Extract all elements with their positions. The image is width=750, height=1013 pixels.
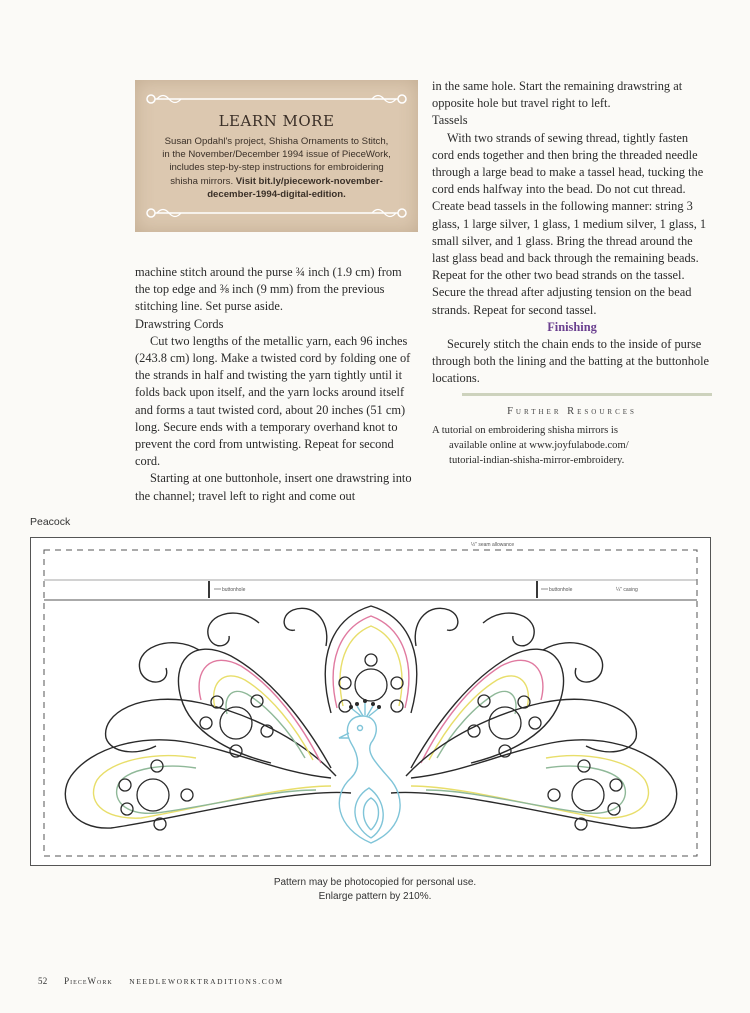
casing-label: ¼" casing — [616, 587, 638, 593]
magazine-name: PieceWork — [64, 976, 113, 986]
ornament-divider-top — [143, 92, 410, 106]
page-number: 52 — [38, 976, 48, 986]
further-resources-text: A tutorial on embroidering shisha mirrors is available online at www.joyfulabode.com/ tutorial-indian-shisha-mirror-embroidery. — [432, 423, 712, 468]
paragraph: Starting at one buttonhole, insert one drawstring into the channel; travel left to right and come out — [135, 471, 412, 503]
learn-more-card — [135, 80, 418, 232]
finishing-heading: Finishing — [547, 319, 597, 334]
peacock-pattern-drawing — [31, 538, 710, 865]
learn-more-body: Susan Opdahl's project, Shisha Ornaments to Stitch, in the November/December 1994 issue of PieceWork, includes step-by-step instructions for embroidering shisha mirrors. Visit bit.ly/piecework-november- december-1994-digital-edition. — [162, 136, 391, 200]
pattern-label: Peacock — [30, 516, 71, 528]
shisha-mirror-group — [119, 654, 622, 830]
learn-more-link-cont[interactable]: december-1994-digital-edition. — [207, 188, 346, 200]
ornament-divider-bottom — [143, 206, 410, 220]
subheading-drawstring-cords: Drawstring Cords — [135, 316, 224, 331]
resource-link[interactable]: available online at www.joyfulabode.com/ — [449, 440, 629, 451]
learn-more-link[interactable]: Visit bit.ly/piecework-november- — [235, 175, 383, 187]
further-resources-title: Further Resources — [507, 406, 637, 417]
learn-more-title: LEARN MORE — [218, 112, 335, 130]
seam-line — [44, 550, 697, 856]
right-column — [432, 78, 712, 388]
paragraph: machine stitch around the purse ¾ inch (1.9 cm) from the top edge and ⅜ inch (9 mm) from the previous stitching line. Set purse aside. — [135, 265, 402, 314]
resource-link-cont[interactable]: tutorial-indian-shisha-mirror-embroidery. — [449, 455, 625, 466]
buttonhole-label: buttonhole — [222, 587, 246, 593]
pattern-caption: Pattern may be photocopied for personal use. Enlarge pattern by 210%. — [273, 877, 477, 902]
paragraph: Securely stitch the chain ends to the inside of purse through both the lining and the batting at the buttonhole locations. — [432, 337, 710, 386]
divider — [462, 393, 712, 396]
paragraph: With two strands of sewing thread, tightly fasten cord ends together and then bring the threaded needle through a large bead to make a tassel head, tucking the cord ends halfway into the bead. Do not cut thread. Create bead tassels in the following manner: string 3 glass, 1 large silver, 1 glass, 1 medium silver, 1 glass, 1 small silver, and 1 glass. Bring the thread around the last glass bead and back through the remaining beads. Repeat for the other two bead strands on the tassel. Secure the thread after adjusting tension on the bead strands. Repeat for second tassel. — [432, 130, 707, 317]
left-column — [135, 264, 418, 505]
seam-allowance-label: ½" seam allowance — [471, 542, 515, 548]
paragraph: Cut two lengths of the metallic yarn, each 96 inches (243.8 cm) long. Make a twisted cord by folding one of the strands in half and twisting the yarn tightly until it folds back upon itself, and the yarn locks around itself and forms a taut twisted cord, about 20 inches (51 cm) long. Secure ends with a temporary overhand knot to prevent the cord from untwisting. Repeat for second cord. — [135, 333, 411, 469]
page-footer — [38, 976, 298, 986]
buttonhole-label: buttonhole — [549, 587, 573, 593]
paragraph: in the same hole. Start the remaining drawstring at opposite hole but travel right to left. — [432, 79, 683, 111]
site-url[interactable]: NEEDLEWORKTRADITIONS.COM — [129, 977, 284, 986]
peacock-pattern — [30, 537, 711, 866]
further-resources — [432, 393, 712, 468]
peacock-figure — [65, 606, 676, 843]
subheading-tassels: Tassels — [432, 113, 468, 128]
